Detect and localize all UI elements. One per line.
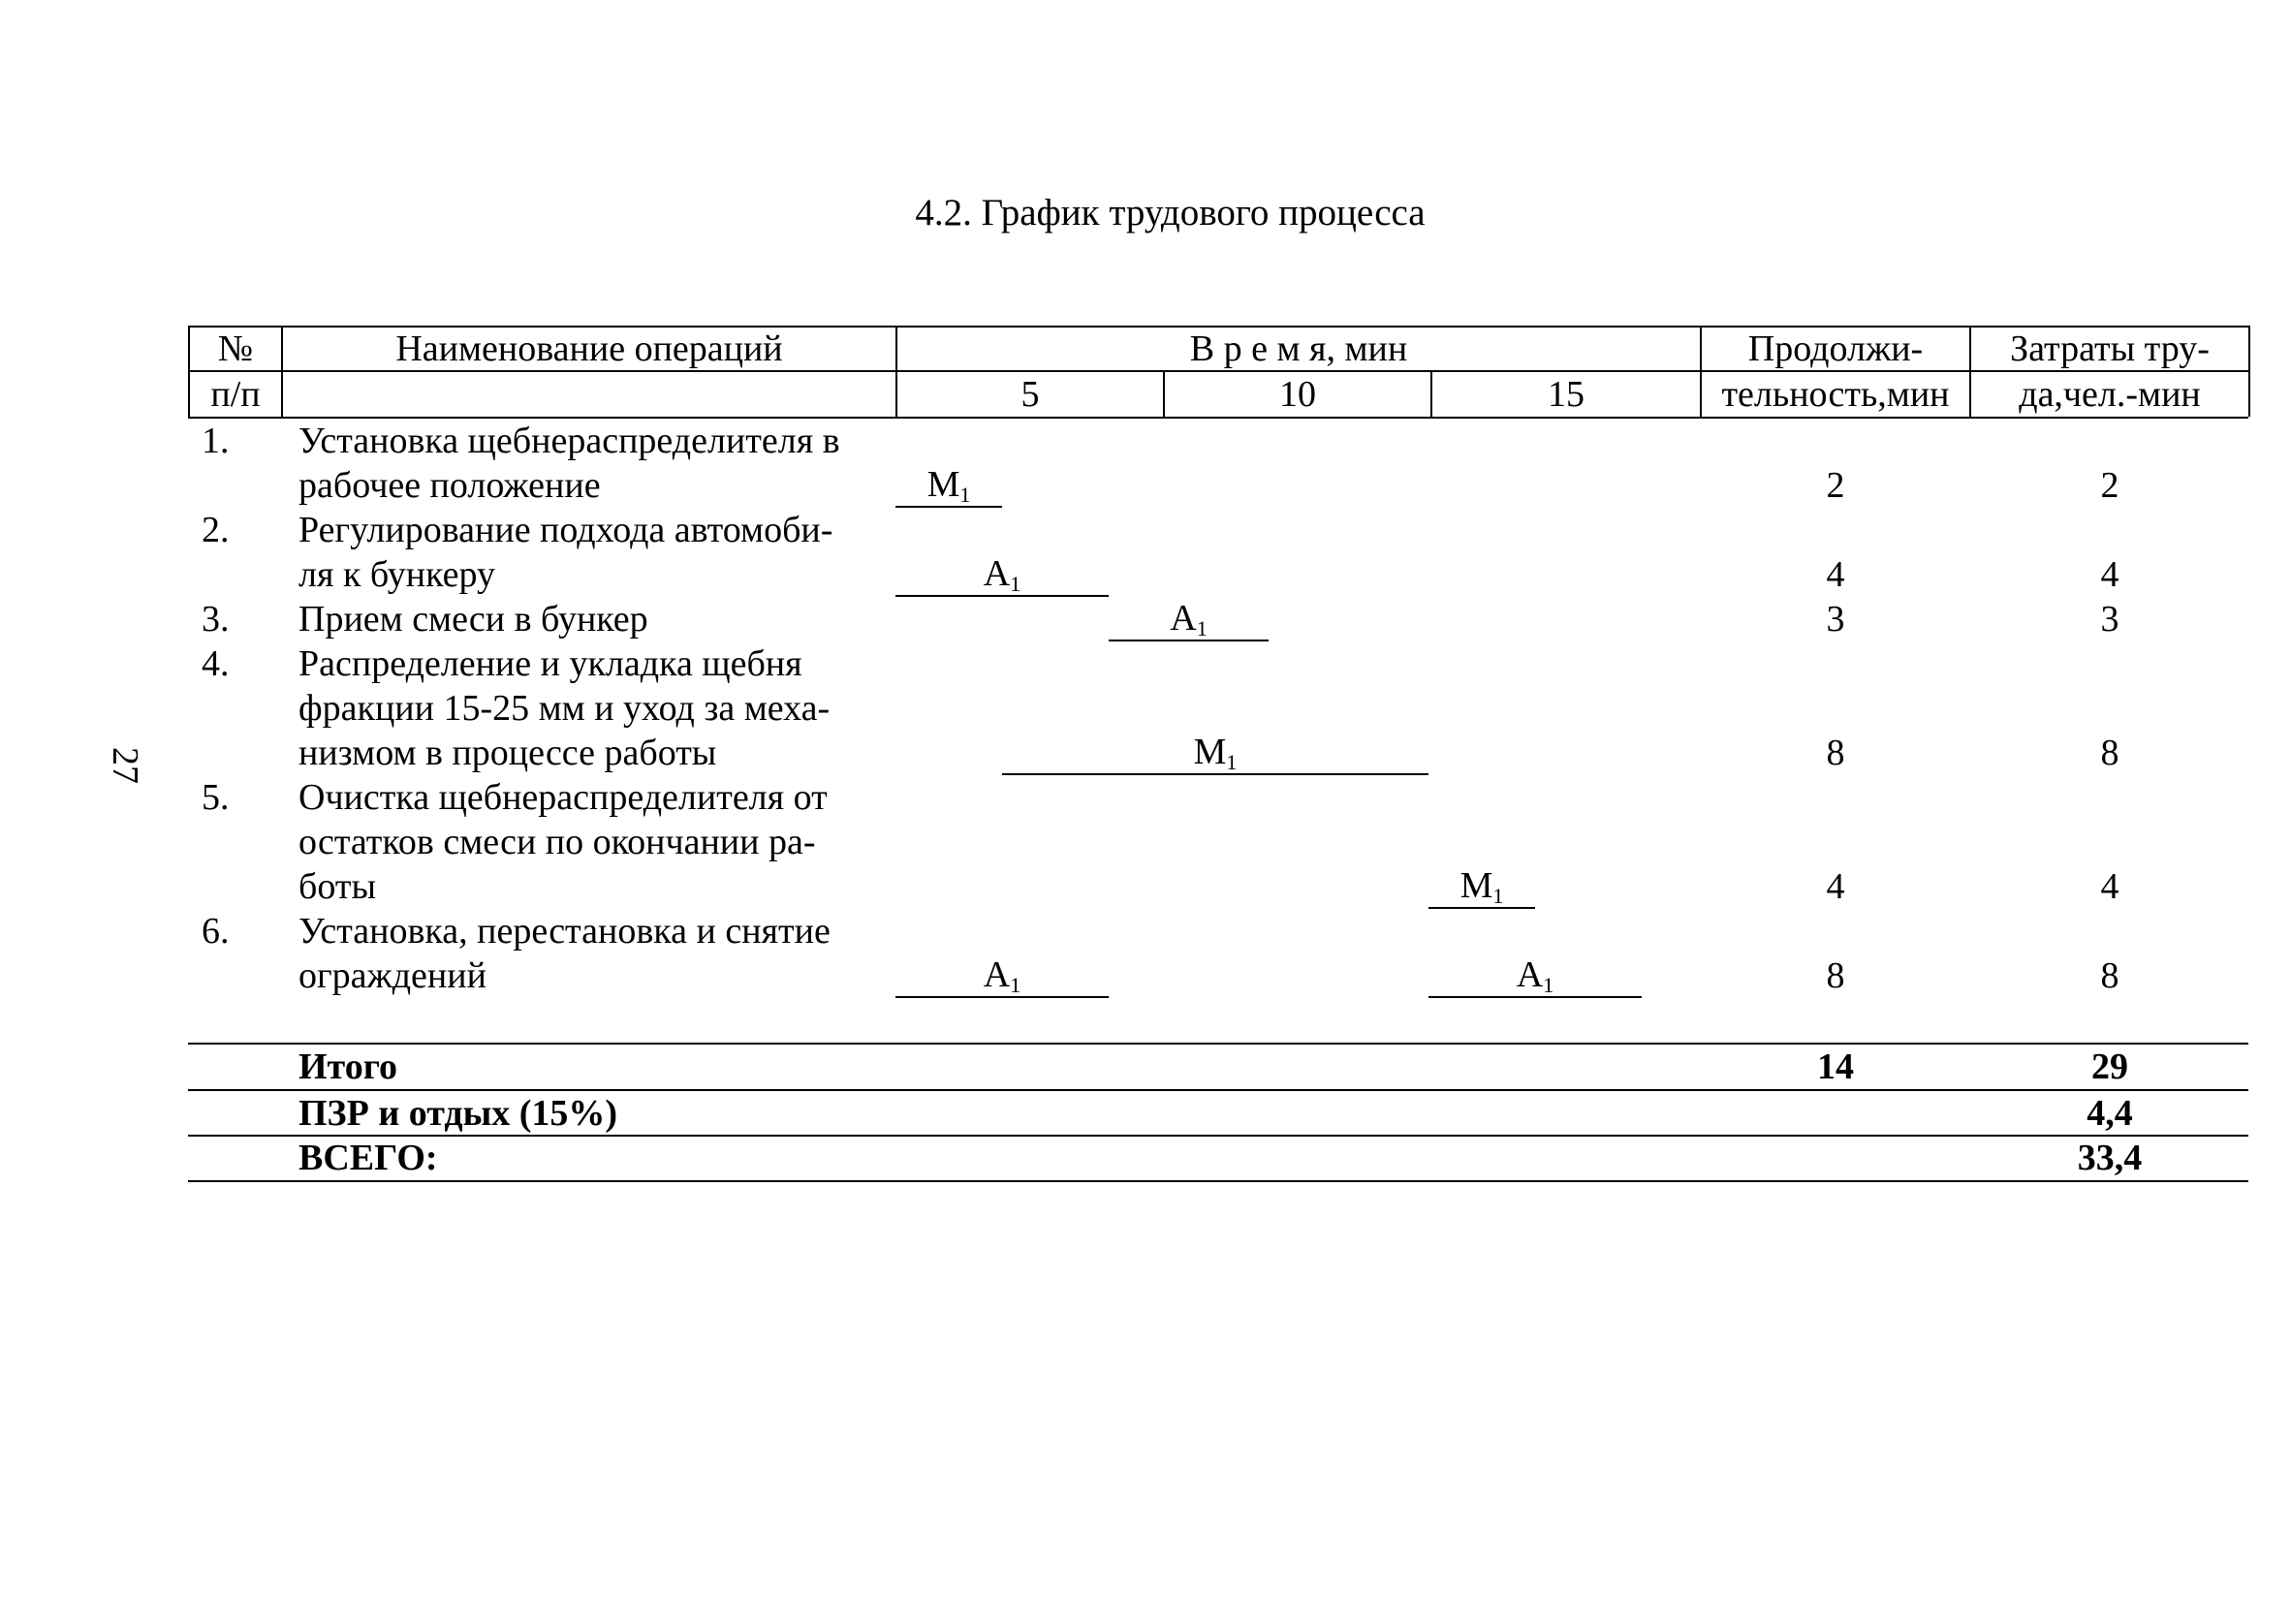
- page-number: 27: [105, 747, 145, 784]
- header-num: №: [217, 328, 254, 369]
- row-number: 2.: [202, 510, 230, 550]
- gantt-bar: [1002, 773, 1428, 775]
- gantt-bar: [1428, 907, 1535, 909]
- operation-text: ограждений: [298, 955, 486, 996]
- operation-text: Установка, перестановка и снятие: [298, 911, 831, 952]
- pzr-label: ПЗР и отдых (15%): [298, 1093, 618, 1134]
- itogo-label: Итого: [298, 1046, 398, 1087]
- labor-value: 8: [2100, 733, 2119, 773]
- itogo-duration: 14: [1817, 1046, 1854, 1087]
- row-number: 5.: [202, 777, 230, 818]
- duration-value: 4: [1826, 554, 1845, 595]
- operation-text: остатков смеси по окончании ра-: [298, 822, 816, 862]
- labor-value: 4: [2100, 554, 2119, 595]
- operation-text: боты: [298, 866, 376, 907]
- header-labor-line1: Затраты тру-: [2010, 328, 2210, 369]
- row-number: 1.: [202, 421, 230, 461]
- duration-value: 3: [1826, 599, 1845, 640]
- worker-label: $A_1$: [983, 954, 1021, 997]
- gantt-bar: [895, 595, 1109, 597]
- row-number: 6.: [202, 911, 230, 952]
- duration-value: 4: [1826, 866, 1845, 907]
- worker-label: $A_1$: [1170, 598, 1208, 640]
- operation-text: рабочее положение: [298, 465, 601, 506]
- header-num2: п/п: [210, 374, 261, 415]
- itogo-labor: 29: [2091, 1046, 2128, 1087]
- operation-text: ля к бункеру: [298, 554, 496, 595]
- header-time: В р е м я, мин: [1189, 328, 1408, 369]
- page-title: 4.2. График трудового процесса: [915, 192, 1426, 234]
- operation-text: Прием смеси в бункер: [298, 599, 648, 640]
- labor-value: 2: [2100, 465, 2119, 506]
- pzr-labor: 4,4: [2087, 1093, 2133, 1134]
- labor-value: 8: [2100, 955, 2119, 996]
- header-labor-line2: да,чел.-мин: [2019, 374, 2201, 415]
- labor-value: 4: [2100, 866, 2119, 907]
- row-number: 4.: [202, 643, 230, 684]
- worker-label: $M_1$: [926, 464, 971, 507]
- duration-value: 8: [1826, 733, 1845, 773]
- worker-label: $M_1$: [1459, 865, 1504, 908]
- operation-text: Установка щебнераспределителя в: [298, 421, 840, 461]
- operation-text: Распределение и укладка щебня: [298, 643, 802, 684]
- header-duration-line1: Продолжи-: [1747, 328, 1924, 369]
- vsego-label: ВСЕГО:: [298, 1138, 438, 1178]
- worker-label: $A_1$: [983, 553, 1021, 596]
- operation-text: фракции 15-25 мм и уход за меха-: [298, 688, 831, 729]
- vsego-labor: 33,4: [2077, 1138, 2143, 1178]
- duration-value: 8: [1826, 955, 1845, 996]
- gantt-bar: [1109, 640, 1269, 641]
- operation-text: Очистка щебнераспределителя от: [298, 777, 828, 818]
- worker-label: $A_1$: [1516, 954, 1554, 997]
- gantt-bar: [895, 996, 1109, 998]
- header-duration-line2: тельность,мин: [1721, 374, 1950, 415]
- labor-value: 3: [2100, 599, 2119, 640]
- header-tick-5: 5: [1020, 374, 1040, 415]
- gantt-bar: [895, 506, 1002, 508]
- operation-text: низмом в процессе работы: [298, 733, 717, 773]
- header-tick-15: 15: [1548, 374, 1585, 415]
- header-name: Наименование операций: [395, 328, 783, 369]
- row-number: 3.: [202, 599, 230, 640]
- header-tick-10: 10: [1279, 374, 1316, 415]
- duration-value: 2: [1826, 465, 1845, 506]
- operation-text: Регулирование подхода автомоби-: [298, 510, 833, 550]
- worker-label: $M_1$: [1193, 732, 1238, 774]
- gantt-bar: [1428, 996, 1642, 998]
